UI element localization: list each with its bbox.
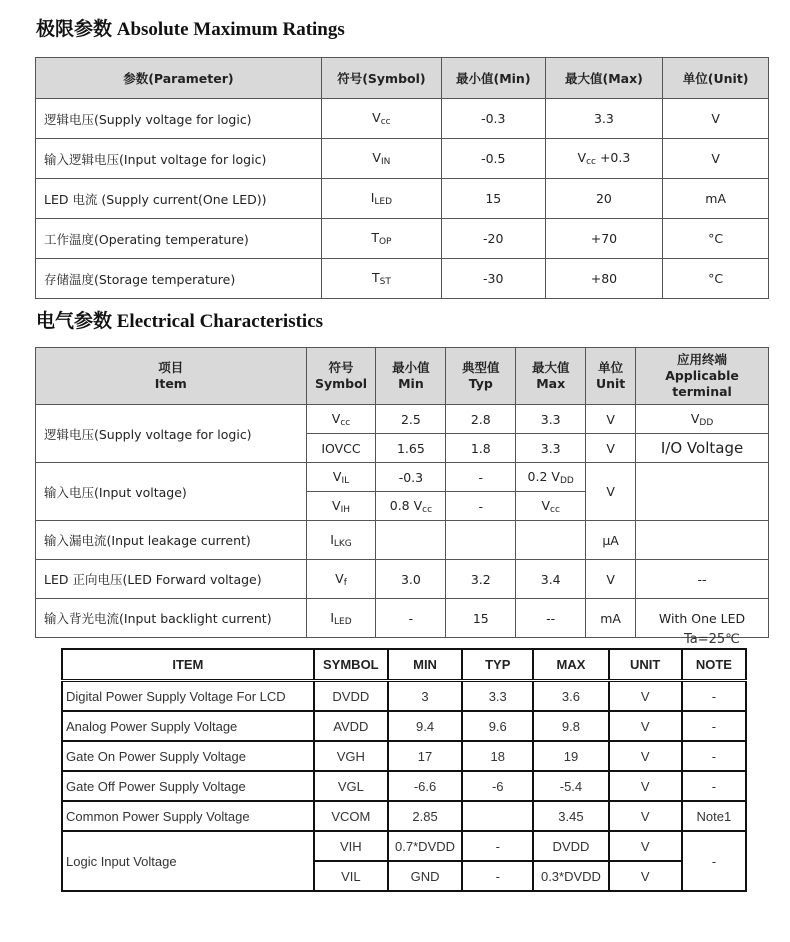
min-cell: 3 — [388, 681, 462, 712]
max-cell: -- — [516, 599, 586, 638]
table-row — [36, 521, 769, 560]
item-cell: 逻辑电压(Supply voltage for logic) — [36, 405, 307, 463]
unit-cell: V — [586, 434, 636, 463]
min-cell: -20 — [442, 219, 546, 259]
min-cell: -0.3 — [376, 463, 446, 492]
terminal-cell — [636, 463, 769, 521]
item-cell: Gate Off Power Supply Voltage — [62, 771, 314, 801]
note-cell: - — [682, 771, 746, 801]
max-cell: 0.2 $V_{DD}$ — [516, 463, 586, 492]
symbol-cell: DVDD — [314, 681, 388, 712]
table-row — [62, 711, 746, 741]
max-cell: 3.3 — [516, 434, 586, 463]
max-cell: $V_{cc}$ — [516, 492, 586, 521]
symbol-cell: IOVCC — [306, 434, 376, 463]
symbol-cell: $V_{cc}$ — [321, 99, 441, 139]
table-row — [36, 463, 769, 492]
item-cell: Logic Input Voltage — [62, 831, 314, 891]
typ-cell — [462, 801, 533, 831]
col-header-symbol: 符号(Symbol) — [321, 58, 441, 99]
unit-cell: V — [609, 801, 682, 831]
unit-cell: V — [586, 560, 636, 599]
table-row — [36, 259, 769, 299]
col-header-unit: UNIT — [609, 649, 682, 681]
symbol-cell: VGH — [314, 741, 388, 771]
min-cell: 1.65 — [376, 434, 446, 463]
item-cell: Analog Power Supply Voltage — [62, 711, 314, 741]
terminal-cell: -- — [636, 560, 769, 599]
min-cell: 0.8 $V_{cc}$ — [376, 492, 446, 521]
min-cell: 17 — [388, 741, 462, 771]
unit-cell: V — [609, 831, 682, 861]
min-cell — [376, 521, 446, 560]
col-header-max: MAX — [533, 649, 608, 681]
min-cell: 2.85 — [388, 801, 462, 831]
col-header-item: ITEM — [62, 649, 314, 681]
typ-cell: 1.8 — [446, 434, 516, 463]
min-cell: 15 — [442, 179, 546, 219]
typ-cell: 3.2 — [446, 560, 516, 599]
min-cell: - — [376, 599, 446, 638]
col-header-terminal: 应用终端 Applicable terminal — [636, 348, 769, 405]
unit-cell: V — [609, 771, 682, 801]
max-cell: +70 — [545, 219, 663, 259]
item-cell: 输入电压(Input voltage) — [36, 463, 307, 521]
col-header-typ: 典型值 Typ — [446, 348, 516, 405]
table-row — [62, 741, 746, 771]
symbol-cell: $V_{cc}$ — [306, 405, 376, 434]
unit-cell: V — [609, 741, 682, 771]
param-cell: 逻辑电压(Supply voltage for logic) — [36, 99, 322, 139]
max-cell: 3.45 — [533, 801, 608, 831]
symbol-cell: VCOM — [314, 801, 388, 831]
typ-cell — [446, 521, 516, 560]
table-row — [36, 560, 769, 599]
electrical-characteristics-table — [35, 347, 769, 638]
terminal-cell: $V_{DD}$ — [636, 405, 769, 434]
min-cell: -0.3 — [442, 99, 546, 139]
unit-cell: V — [586, 463, 636, 521]
item-cell: Digital Power Supply Voltage For LCD — [62, 681, 314, 712]
ambient-temperature-note: Ta=25℃ — [684, 632, 740, 647]
col-header-typ: TYP — [462, 649, 533, 681]
param-cell: 工作温度(Operating temperature) — [36, 219, 322, 259]
min-cell: 0.7*DVDD — [388, 831, 462, 861]
unit-cell: V — [586, 405, 636, 434]
typ-cell: - — [446, 463, 516, 492]
table-row — [62, 771, 746, 801]
symbol-cell: VIL — [314, 861, 388, 891]
symbol-cell: $V_{IN}$ — [321, 139, 441, 179]
typ-cell: - — [462, 861, 533, 891]
col-header-min: MIN — [388, 649, 462, 681]
param-cell: 输入逻辑电压(Input voltage for logic) — [36, 139, 322, 179]
table-row — [62, 681, 746, 712]
symbol-cell: $I_{LED}$ — [321, 179, 441, 219]
unit-cell: °C — [663, 259, 769, 299]
unit-cell: V — [663, 99, 769, 139]
symbol-cell: $V_f$ — [306, 560, 376, 599]
col-header-max: 最大值 Max — [516, 348, 586, 405]
table-row — [36, 405, 769, 434]
col-header-item: 项目 Item — [36, 348, 307, 405]
col-header-unit: 单位(Unit) — [663, 58, 769, 99]
col-header-unit: 单位 Unit — [586, 348, 636, 405]
item-cell: 输入漏电流(Input leakage current) — [36, 521, 307, 560]
table-row — [62, 801, 746, 831]
typ-cell: 3.3 — [462, 681, 533, 712]
table-row — [36, 219, 769, 259]
unit-cell: V — [609, 711, 682, 741]
item-cell: LED 正向电压(LED Forward voltage) — [36, 560, 307, 599]
unit-cell: V — [609, 861, 682, 891]
typ-cell: - — [446, 492, 516, 521]
col-header-note: NOTE — [682, 649, 746, 681]
max-cell: 3.3 — [545, 99, 663, 139]
min-cell: 3.0 — [376, 560, 446, 599]
item-cell: 输入背光电流(Input backlight current) — [36, 599, 307, 638]
typ-cell: 9.6 — [462, 711, 533, 741]
col-header-parameter: 参数(Parameter) — [36, 58, 322, 99]
param-cell: LED 电流 (Supply current(One LED)) — [36, 179, 322, 219]
unit-cell: mA — [586, 599, 636, 638]
symbol-cell: VIH — [314, 831, 388, 861]
col-header-min: 最小值(Min) — [442, 58, 546, 99]
item-cell: Common Power Supply Voltage — [62, 801, 314, 831]
max-cell: 0.3*DVDD — [533, 861, 608, 891]
min-cell: -0.5 — [442, 139, 546, 179]
col-header-symbol: 符号 Symbol — [306, 348, 376, 405]
symbol-cell: $T_{ST}$ — [321, 259, 441, 299]
max-cell: 9.8 — [533, 711, 608, 741]
terminal-cell: With One LED — [636, 599, 769, 638]
table-row — [36, 99, 769, 139]
table-row — [36, 599, 769, 638]
typ-cell: 15 — [446, 599, 516, 638]
table-header-row — [36, 348, 769, 405]
min-cell: -30 — [442, 259, 546, 299]
col-header-min: 最小值 Min — [376, 348, 446, 405]
max-cell: 3.4 — [516, 560, 586, 599]
lcd-power-spec-table — [61, 648, 747, 892]
unit-cell: V — [609, 681, 682, 712]
max-cell: $V_{cc} +0.3$ — [545, 139, 663, 179]
unit-cell: μA — [586, 521, 636, 560]
table-header-row — [62, 649, 746, 681]
table-row — [62, 831, 746, 861]
max-cell: 3.6 — [533, 681, 608, 712]
col-header-symbol: SYMBOL — [314, 649, 388, 681]
symbol-cell: $V_{IH}$ — [306, 492, 376, 521]
max-cell: DVDD — [533, 831, 608, 861]
table-row — [36, 179, 769, 219]
max-cell: 3.3 — [516, 405, 586, 434]
max-cell: -5.4 — [533, 771, 608, 801]
min-cell: 9.4 — [388, 711, 462, 741]
max-cell: 19 — [533, 741, 608, 771]
table-row — [36, 139, 769, 179]
symbol-cell: VGL — [314, 771, 388, 801]
max-cell — [516, 521, 586, 560]
unit-cell: V — [663, 139, 769, 179]
symbol-cell: AVDD — [314, 711, 388, 741]
max-cell: +80 — [545, 259, 663, 299]
max-cell: 20 — [545, 179, 663, 219]
symbol-cell: $I_{LKG}$ — [306, 521, 376, 560]
typ-cell: - — [462, 831, 533, 861]
section-title-electrical: 电气参数 Electrical Characteristics — [36, 311, 324, 332]
section-title-absolute-max: 极限参数 Absolute Maximum Ratings — [36, 19, 345, 40]
table-header-row — [36, 58, 769, 99]
note-cell: - — [682, 741, 746, 771]
min-cell: GND — [388, 861, 462, 891]
typ-cell: 18 — [462, 741, 533, 771]
note-cell: - — [682, 681, 746, 712]
unit-cell: °C — [663, 219, 769, 259]
terminal-cell: I/O Voltage — [636, 434, 769, 463]
min-cell: -6.6 — [388, 771, 462, 801]
unit-cell: mA — [663, 179, 769, 219]
typ-cell: -6 — [462, 771, 533, 801]
note-cell: Note1 — [682, 801, 746, 831]
symbol-cell: $T_{OP}$ — [321, 219, 441, 259]
note-cell: - — [682, 831, 746, 891]
param-cell: 存储温度(Storage temperature) — [36, 259, 322, 299]
typ-cell: 2.8 — [446, 405, 516, 434]
terminal-cell — [636, 521, 769, 560]
item-cell: Gate On Power Supply Voltage — [62, 741, 314, 771]
symbol-cell: $I_{LED}$ — [306, 599, 376, 638]
absolute-max-ratings-table — [35, 57, 769, 299]
symbol-cell: $V_{IL}$ — [306, 463, 376, 492]
note-cell: - — [682, 711, 746, 741]
min-cell: 2.5 — [376, 405, 446, 434]
col-header-max: 最大值(Max) — [545, 58, 663, 99]
